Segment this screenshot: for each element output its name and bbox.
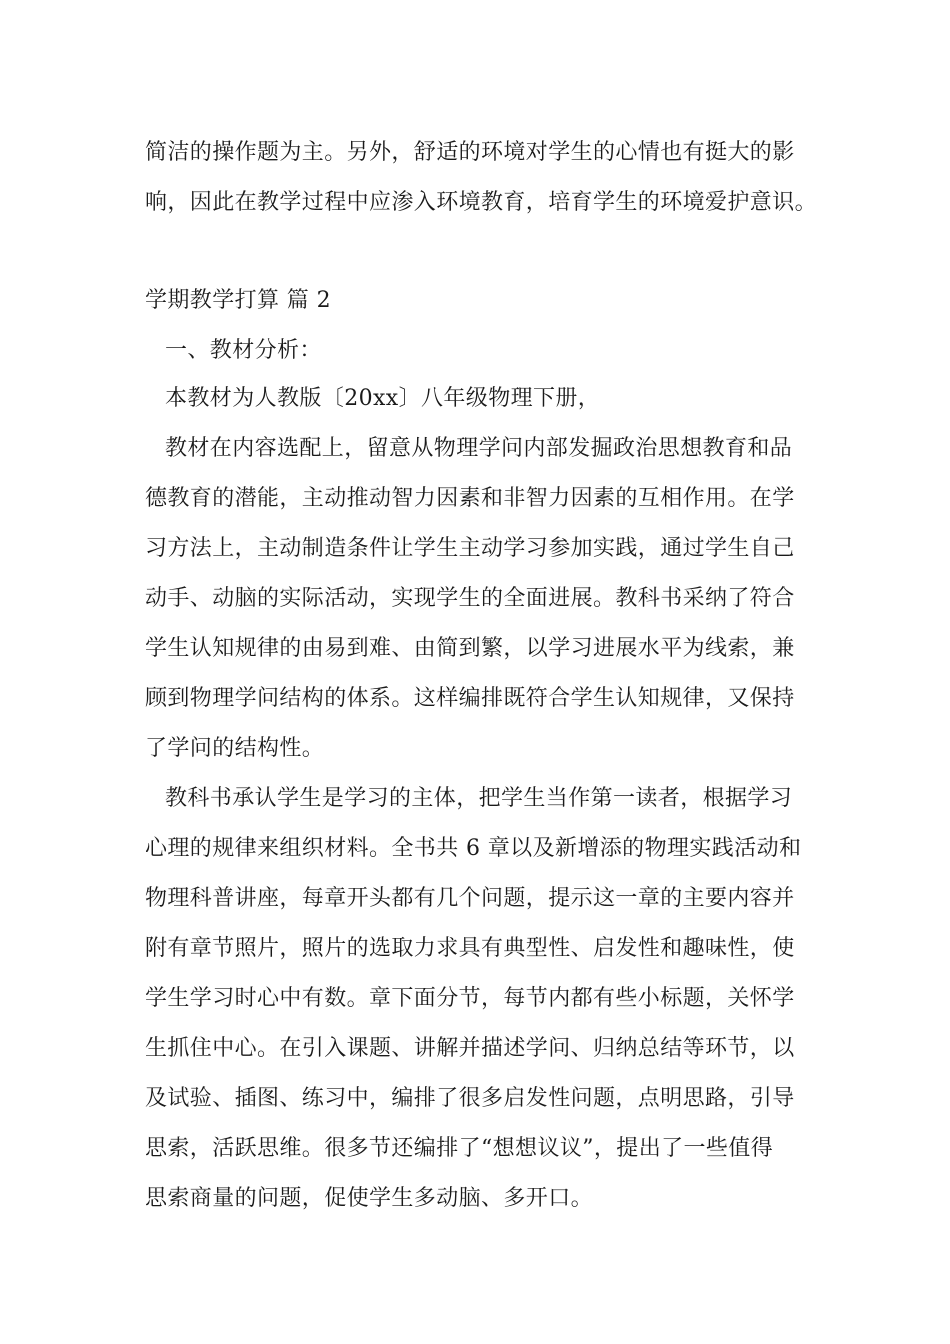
paragraph-line: 德教育的潜能，主动推动智力因素和非智力因素的互相作用。在学 — [145, 486, 795, 511]
paragraph-line: 教科书承认学生是学习的主体，把学生当作第一读者，根据学习 — [165, 786, 793, 811]
paragraph-line: 学生认知规律的由易到难、由简到繁，以学习进展水平为线索，兼 — [145, 636, 795, 661]
paragraph-line: 及试验、插图、练习中，编排了很多启发性问题，点明思路，引导 — [145, 1086, 795, 1111]
paragraph-line: 本教材为人教版〔20xx〕八年级物理下册， — [165, 386, 601, 411]
paragraph-line: 了学问的结构性。 — [145, 736, 325, 761]
paragraph-line: 思索，活跃思维。很多节还编排了“想想议议”，提出了一些值得 — [145, 1136, 774, 1161]
paragraph-line: 附有章节照片，照片的选取力求具有典型性、启发性和趣味性，使 — [145, 936, 795, 961]
subsection-heading: 一、教材分析： — [165, 338, 322, 363]
paragraph-line: 心理的规律来组织材料。全书共 6 章以及新增添的物理实践活动和 — [145, 836, 802, 861]
paragraph-line: 学生学习时心中有数。章下面分节，每节内都有些小标题，关怀学 — [145, 986, 795, 1011]
section-heading: 学期教学打算 篇 2 — [145, 288, 331, 313]
paragraph-line: 简洁的操作题为主。另外，舒适的环境对学生的心情也有挺大的影 — [145, 140, 795, 165]
paragraph-line: 顾到物理学问结构的体系。这样编排既符合学生认知规律，又保持 — [145, 686, 795, 711]
paragraph-line: 动手、动脑的实际活动，实现学生的全面进展。教科书采纳了符合 — [145, 586, 795, 611]
paragraph-line: 物理科普讲座，每章开头都有几个问题，提示这一章的主要内容并 — [145, 886, 795, 911]
paragraph-line: 生抓住中心。在引入课题、讲解并描述学问、归纳总结等环节，以 — [145, 1036, 795, 1061]
paragraph-line: 教材在内容选配上，留意从物理学问内部发掘政治思想教育和品 — [165, 436, 793, 461]
paragraph-line: 响，因此在教学过程中应渗入环境教育，培育学生的环境爱护意识。 — [145, 190, 818, 215]
paragraph-line: 习方法上，主动制造条件让学生主动学习参加实践，通过学生自己 — [145, 536, 795, 561]
paragraph-line: 思索商量的问题，促使学生多动脑、多开口。 — [145, 1186, 594, 1211]
